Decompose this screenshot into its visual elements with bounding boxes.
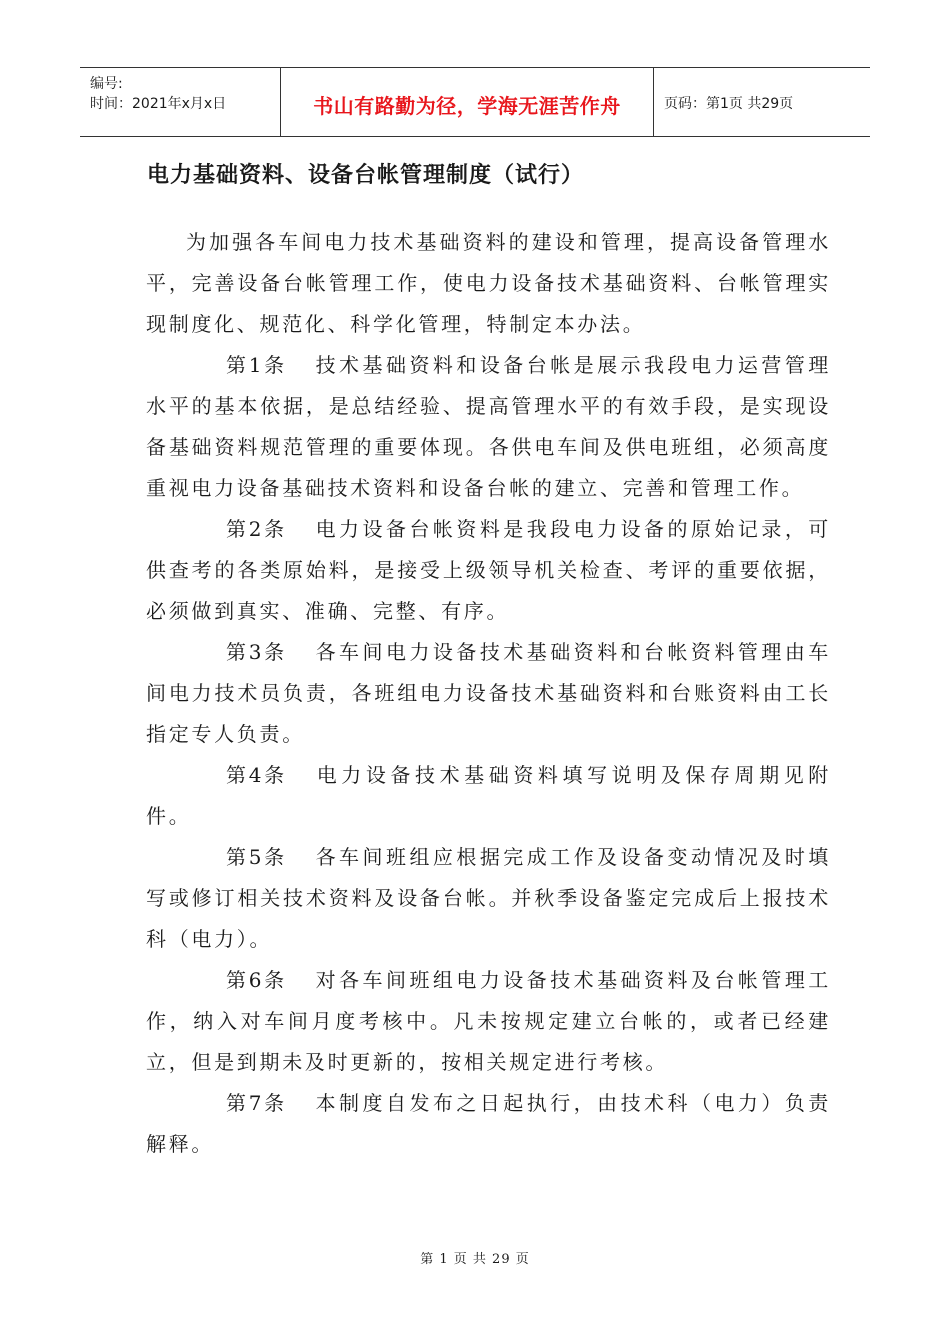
article-text: 本制度自发布之日起执行，由技术科（电力）负责解释。 <box>146 1091 831 1156</box>
article-number: 第7条 <box>226 1091 287 1115</box>
page-footer: 第 1 页 共 29 页 <box>420 1252 530 1267</box>
article-3 <box>146 632 831 755</box>
article-text: 各车间班组应根据完成工作及设备变动情况及时填写或修订相关技术资料及设备台帐。并秋季设备鉴定完成后上报技术科（电力）。 <box>146 845 831 951</box>
article-4 <box>146 755 831 837</box>
header-motto: 书山有路勤为径，学海无涯苦作舟 <box>281 68 654 136</box>
header-meta <box>80 68 281 136</box>
article-text: 对各车间班组电力设备技术基础资料及台帐管理工作，纳入对车间月度考核中。凡未按规定建立台帐的，或者已经建立，但是到期未及时更新的，按相关规定进行考核。 <box>146 968 831 1074</box>
article-number: 第6条 <box>226 968 287 992</box>
article-number: 第4条 <box>226 763 287 787</box>
article-number: 第1条 <box>226 353 287 377</box>
header-page-info: 页码：第1页 共29页 <box>664 96 794 112</box>
article-number: 第2条 <box>226 517 287 541</box>
article-5 <box>146 837 831 960</box>
article-2 <box>146 509 831 632</box>
article-7 <box>146 1083 831 1165</box>
document-title: 电力基础资料、设备台帐管理制度（试行） <box>147 163 585 188</box>
article-6 <box>146 960 831 1083</box>
intro-paragraph: 为加强各车间电力技术基础资料的建设和管理，提高设备管理水平，完善设备台帐管理工作，使电力设备技术基础资料、台帐管理实现制度化、规范化、科学化管理，特制定本办法。 <box>146 230 831 336</box>
page-header <box>80 67 870 137</box>
document-body <box>146 222 831 1165</box>
article-text: 各车间电力设备技术基础资料和台帐资料管理由车间电力技术员负责，各班组电力设备技术基础资料和台账资料由工长指定专人负责。 <box>146 640 831 746</box>
document-number-label: 编号: <box>90 76 123 92</box>
article-text: 电力设备台帐资料是我段电力设备的原始记录，可供查考的各类原始料，是接受上级领导机关检查、考评的重要依据，必须做到真实、准确、完整、有序。 <box>146 517 831 623</box>
article-number: 第3条 <box>226 640 287 664</box>
article-text: 技术基础资料和设备台帐是展示我段电力运营管理水平的基本依据，是总结经验、提高管理水平的有效手段，是实现设备基础资料规范管理的重要体现。各供电车间及供电班组，必须高度重视电力设备基础技术资料和设备台帐的建立、完善和管理工作。 <box>146 353 831 500</box>
article-number: 第5条 <box>226 845 287 869</box>
article-1 <box>146 345 831 509</box>
document-time: 时间：2021年x月x日 <box>90 96 227 112</box>
article-text: 电力设备技术基础资料填写说明及保存周期见附件。 <box>146 763 831 828</box>
